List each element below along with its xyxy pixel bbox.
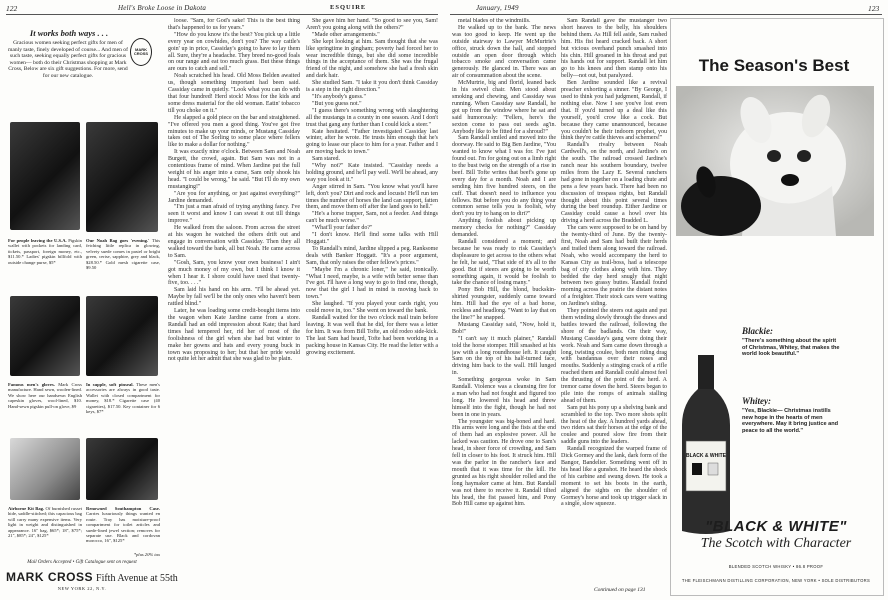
proof-line: BLENDED SCOTCH WHISKY • 86.8 PROOF — [728, 564, 824, 569]
story-paragraph: "I'm just a man afraid of trying anything fancy. I've seen it worst and know I can sweat it out till things improve." — [168, 204, 300, 225]
story-column — [452, 18, 556, 596]
tax-note: *plus 20% tax — [133, 552, 160, 557]
speaker-whitey: Whitey: — [742, 396, 771, 406]
noah-bag-photo — [86, 122, 158, 232]
story-paragraph: Randall recognized the warped frame of Dick Gormey and the lank, dark form of the Bangor, Bandelier. Something went off in his head like a gunshot. He heard the shock of his carbine and swung down. He took a moment to set his boots in the earth, aligned the sights on the shoulder of Gormey's horse and took up trigger slack in a single, slow squeeze. — [561, 446, 667, 508]
story-paragraph: loose. "Sam, for God's sake! This is the best thing that's happened to us for years." — [168, 18, 300, 31]
story-paragraph: She gave him her hand. "So good to see you, Sam! Aren't you going along with the others?" — [306, 18, 438, 31]
story-paragraph: "What'll your father do?" — [312, 225, 373, 232]
mark-cross-logo — [130, 38, 152, 66]
whitey-quote: Whitey: "Yes, Blackie— Christmas instills new hope in the hearts of men everywhere. May it bring justice and peace to all the world." — [742, 398, 842, 435]
bottle-label: BLACK & WHITE — [686, 453, 726, 459]
story-paragraph: Later, he was loading some credit-bought items into the wagon when Kate Jardine came from a store. Randall had an odd impression about Kate; that hard times had tempered her, rid her of most of the foolishness of the girl when she had but winter to make her gowns and hats and every young buck in town was proposing to her; but that her pride would not quite let her admit that she was glad to be plain. — [168, 308, 300, 363]
story-paragraph: He walked up to the bank. The news was too good to keep. He went up the outside stairway to Lawyer McMurtrie's office, struck down the hall, and stopped outside an open door through which tobacco smoke and conversation came generously. He glanced in. There was an air of consummation about the scene. — [452, 24, 556, 80]
story-paragraph: "How do you know it's the best? You pick up a little every year on cowhides, don't you? The way cattle's goin' up in price, Cassiday's going to have to lay them all. Sure, they're a headache. They breed no-good foals on our range and eat too much grass. But these things are ours to catch and sell." — [168, 31, 300, 73]
story-paragraph: "Are you for anything, or just against everything?" Jardine demanded. — [168, 190, 300, 204]
story-paragraph: Sam stared. — [312, 156, 340, 163]
story-paragraph: Sam Randall smiled and moved into the doorway. He said to Big Ben Jardine, "You wanted to know what I was for. I've just found out. I'm for going out on a limb right to the bust twig on the strength of a rise in beef. Bill Tofte writes that beef's gone up every day for a month. Noah and I are sending him five hundred steers, on the cuff. That doesn't need to influence you fellows. But before you do any thing your common sense tells you is foolish, why don't you try to hang on to dirt?" — [452, 135, 556, 218]
story-paragraph: "Why not?" Kate insisted. "Cassiday needs a holding ground, and he'll pay well. We'll be ahead, any way you look at it." — [306, 163, 438, 183]
header-rule — [6, 14, 438, 15]
story-column — [306, 18, 438, 596]
story-paragraph: Sam put his pony up a shelving bank and scrambled to the top. Two more shots split the heat of the day. A hundred yards ahead, two riders sat their horses at the edge of the coulee and poured slow fire from their saddle guns into the leaders. — [561, 404, 667, 446]
wallet-photo — [10, 122, 80, 230]
story-paragraph: McMurtrie, big and florid, leaned back in his swivel chair. Men stood about smoking and chewing, and Cassiday was running. When Cassiday saw Randall, he got up from the window where he sat and said humorously: "Fellers, here's the sexton come to pass out seeds ag'in. Anybody like to be fitted for a shroud?" — [452, 80, 556, 135]
story-paragraph: Pony Bob Hill, the blond, buckskin-shirted youngster, suddenly came toward him. Hill had the eye of a bad horse, reckless and headlong. "Want to lay that on the line?" he snapped. — [452, 287, 556, 321]
story-paragraph: Mustang Cassiday said, "Now, hold it, Bob!" — [452, 321, 556, 335]
story-paragraph: Randall waited for the two o'clock mail train before leaving. It was well that he did, for there was a letter for him. It was from Bill Tofte, an old rodeo side-kick. The last Sam had heard, Tofte had been working in a packing house in Kansas City. He read the letter with a growing excitement. — [306, 314, 438, 356]
story-paragraph: The youngster was big-boned and hard. His arms were long and the fists at the end of them had an explosive power. All he lacked was caution. He drove one to Sam's head, in sheer force of crowding, and Sam fell in closer to his foot. It struck him. Hill was the parlor in the rancher's face and mouth that it was time for the kill. He grunted as his right shoulder rolled and the long haymaker came at him. But Randall was not there to receive it. Randall tilted his head, the fist passed him, and Pony Bob Hill came up against him. — [452, 418, 556, 508]
order-note: Mail Orders Accepted • Gift Catalogue sent on request — [27, 560, 137, 565]
ad-intro: Gracious women seeking perfect gifts for men of manly taste, finely developed of course... And men of such taste, seeking equally perfect gifts for gracious women— both do their Christmas shopping at Mark Cross, Below are six gift suggestions. For more, send for our new catalogue. — [8, 40, 128, 79]
brand-name: "BLACK & WHITE" — [705, 518, 847, 535]
story-paragraph: She studied Sam. "I take it you don't think Cassiday is a step in the right direction." — [306, 80, 438, 94]
whisky-bottle-illustration — [676, 355, 736, 535]
story-paragraph: "It's anybody's guess." — [312, 93, 366, 100]
story-column — [561, 18, 667, 586]
header-rule — [450, 14, 882, 15]
speaker-blackie: Blackie: — [742, 326, 773, 336]
page-number: 122 — [6, 4, 18, 13]
ad-headline: It works both ways . . . — [29, 28, 109, 38]
scottie-dogs-illustration — [676, 86, 874, 236]
story-paragraph: Randall's rivalry between Noah Cardwell's, on the north, and Jardine's on the south. The railroad crossed Jardine's ranch near his southern boundary, twelve miles from the Lazy E. Several ranchers had gone in together on a loading chute and pens a few years back. There had been no discussion of trespass rights, but Randall thought about this point several times during the beef roundup. Either Jardine or Cassiday could cause a howl over his driving a herd across the Bradded L. — [561, 142, 667, 225]
running-date: January, 1949 — [476, 4, 519, 12]
story-paragraph: Noah scratched his head. Old Moss Belden awaited us, though something important had been said. Cassiday came in quietly. "Look what you can do with that four hundred! Herd stock! Moss for the kids and some dress material for the old woman. Eatin' tobacco till you choke on it." — [168, 73, 300, 114]
southampton-case-photo — [86, 438, 158, 500]
caption-pinseal: In supple, soft pinseal. These men's accessories are always in good taste. Wallet with closed compartment for money, $18.* Cigarette case (40 cigarettes), $17.50. Key container for 6 keys, $7* — [86, 382, 160, 415]
story-paragraph: It was exactly nine o'clock. Between Sam and Noah Burgett, the crowd, again. But Sam was not in a contentious frame of mind. When Jardine put the full weight of his anger into a curse, Sam only shook his head. "I could be wrong," he said. "But I'll do my own mustanging!" — [168, 149, 300, 190]
distributor-line: THE FLEISCHMANN DISTILLING CORPORATION, NEW YORK • SOLE DISTRIBUTORS — [681, 578, 871, 583]
gloves-photo — [10, 296, 80, 376]
story-paragraph: Something gorgeous woke in Sam Randall. Violence was a cleansing fire for a man who had not fought and figured too long. He lowered his head and threw himself into the fight, though he had not been in one in years. — [452, 377, 556, 418]
story-paragraph: metal blades of the windmills. — [458, 18, 531, 24]
running-title: Hell's Broke Loose in Dakota — [118, 4, 207, 12]
story-paragraph: Sam laid his hand on his arm. "I'll be ahead yet. Maybe by fall we'll be the only ones who haven't been rattled blind." — [168, 287, 300, 308]
brand-address: Fifth Avenue at 55th — [96, 573, 178, 584]
story-paragraph: Ben Jardine sounded like a revival preacher exhorting a sinner. "By George, I used to think you had judgment, Randall, if nothing else. Now I see you've lost even that. If you'd turned up a deal like this yourself, you'd crow like a cock. But because they came unannounced, because you couldn't be their indoorn prophet, you think they're cattle thieves and schemers!" — [561, 80, 667, 142]
story-paragraph: "He's a horse trapper, Sam, not a feeder. And things can't be much worse." — [306, 211, 438, 225]
tagline: The Scotch with Character — [700, 536, 852, 551]
caption-wallet: For people leaving the U.S.A. Pigskin wallet with pockets for landing card, tickets, passport, foreign money, etc., $11.50.* Ladies' pigskin billfold with outside change purse, $5* — [8, 238, 82, 265]
pinseal-photo — [86, 296, 158, 376]
story-column — [168, 18, 300, 596]
story-paragraph: They pointed the steers out again and put them winding slowly through the draws and battles toward the railroad, following the shore of the badlands. On their way, Mustang Cassiday's gang were doing their work. Noah and Sam came down through a long, twisting coulee, both men riding drag with bandannas over their noses and mouths. Suddenly a stinging crack of a rifle reached them and Randall could almost feel the thrusting of the point of the herd. A tremor came down the herd. Steers began to pile into the romps of animals stalling ahead of them. — [561, 308, 667, 404]
caption-southampton: Renowned Southampton Case. Carries luxuriously things wanted en route. Tray has moisture-proof compartment for toilet articles and suede-lined jewel section; removes for separate use. Black and cordovan morocco, 16", $125* — [86, 506, 160, 544]
story-paragraph: Anything foolish about picking up memory checks for nothing?" Cassiday demanded. — [452, 218, 556, 239]
story-paragraph: "Maybe I'm a chronic loner," he said, ironically. "What I need, maybe, is a wife with better sense than I've got. I'll have a long way to go to find one, though, now that the girl I had in mind is moving back to town." — [306, 266, 438, 301]
story-paragraph: "I guess there's something wrong with slaughtering all the mustangs in a county in one season. And I don't trust that gang any further than I could kick a steer." — [306, 107, 438, 128]
magazine-name: ESQUIRE — [330, 4, 367, 11]
black-terrier — [681, 176, 761, 236]
story-paragraph: She kept looking at him. Sam thought that she was like springtime in gingham; poverty had forced her to wear incredible things, but she did some incredible things in the acceptance of them. She was the frugal friend of the night, and somehow she had a fresh skin and dark hair. — [306, 38, 438, 80]
story-paragraph: Kate hesitated. "Father investigated Cassiday last winter, after he wrote. He trusts him enough that he's going to lease our place to him for a year. Father and I are moving back to town." — [306, 128, 438, 156]
right-page — [444, 0, 888, 600]
mark-cross-signature — [6, 570, 178, 585]
story-paragraph: "I don't know. He'll find some talks with Hill Hoggatt." — [306, 232, 438, 245]
brand-city: NEW YORK 22, N.Y. — [57, 586, 107, 591]
story-paragraph: "I can't say it much plainer," Randall told the horse stomper. Hill smashed at his jaw with a long roundhouse left. It caught Sam on the top of his half-turned face, driving him back to the wall. Hill lunged in. — [452, 335, 556, 377]
page-number: 123 — [868, 4, 880, 13]
story-paragraph: He slapped a gold piece on the bar and straightened. "I've offered you men a good thing. You've got five minutes to make up your minds, or Mustang Cassiday takes out of The Sorling to some place where fellers like to make a dollar for nothing." — [168, 114, 300, 149]
story-paragraph: Sam Randall gave the mustanger two short heaves to the belly, his shoulders behind them. As Hill fell aside, Sam rushed him. His fist heard cracked back. A short but vicious overhand punch smashed into his chin. Hill groaned in his throat and put his hands out for support. Randall let him go to his knees and then stamp onto his belly—not out, but paralyzed. — [561, 18, 667, 80]
caption-gloves: Famous men's gloves. Mark Cross manufacture. Hand sewn, woolen-lined. We show here our handsewn English capeskin gloves, wool-lined, $10. Hand-sewn pigskin pull-on glove, $9 — [8, 382, 82, 409]
story-paragraph: Anger stirred in Sam. "You know what you'll have left, don't you? Dirt and rock and locusts! He'll run ten times the number of horses the land can support, fatten them, and move them off after the land goes to hell." — [306, 183, 438, 211]
logo-text: MARK CROSS — [133, 46, 149, 56]
story-paragraph: The cars were supposed to be on hand by the twenty-third of June. By the twenty-first, Noah and Sam had built their herds and trailed them along toward the railroad. Noah, who would accompany the herd to Kansas City as trail-boss, had a telescope bag of city clothes along with him. They bedded the day herd snugly that night between two grassy buttes. Randall found morning across the prairie the distant notes of a freighter. Their stock cars were waiting on Jardine's siding. — [561, 225, 667, 308]
blackie-quote: Blackie: "There's something about the spirit of Christmas, Whitey, that makes the world look beautiful." — [742, 328, 842, 358]
story-paragraph: Randall considered a moment; and because he was ready to risk Cassiday's displeasure to get across to the others what he felt, he said, "That side of it's all to the good. But if steers are going to be worth something again, it would be foolish to take the chance of losing many." — [452, 239, 556, 287]
caption-kit-bag: Airborne Kit Bag. Of burnished russet hide, saddle-stitched; this capacious bag will carry many expensive items. Very light in weight and distinguished in appearance. 16" bag, $65*; 18", $75*; 21", $85*; 24", $125* — [8, 506, 82, 539]
ad-headline: The Season's Best — [698, 56, 850, 75]
brand-name: MARK CROSS — [6, 570, 94, 584]
story-paragraph: She laughed. "If you played your cards right, you could move in, too." She went on toward the bank. — [306, 301, 438, 315]
story-paragraph: "But you guess not." — [312, 100, 362, 107]
kit-bag-photo — [10, 438, 80, 500]
story-paragraph: To Randall's mind, Jardine slipped a peg. Ranksome deals with Banker Hoggatt. "It's a poor argument, Sam, that only raises the other fellow's prices." — [306, 245, 438, 266]
continued-note: Continued on page 131 — [594, 587, 646, 593]
story-paragraph: "Gosh, Sam, you know your own business! I ain't got much money of my own, but I think I know it when I hear it. I shore could have used that twenty-five, too. . . ." — [168, 259, 300, 287]
caption-noah-bag: Our Noah Bag goes 'evening.' This fetching little replica in glowing, velvety suede comes in pastel or bright green, cerise, sapphire, grey and black, $28.50.* Gold mesh cigarette case, $9.50 — [86, 238, 160, 271]
story-paragraph: He walked from the saloon. From across the street at his wagon he watched the others drift out and engage in conversation with Cassiday. Then they all walked toward the bank, all but Noah. He came across to Sam. — [168, 225, 300, 259]
story-paragraph: "Made other arrangements." — [312, 31, 380, 38]
